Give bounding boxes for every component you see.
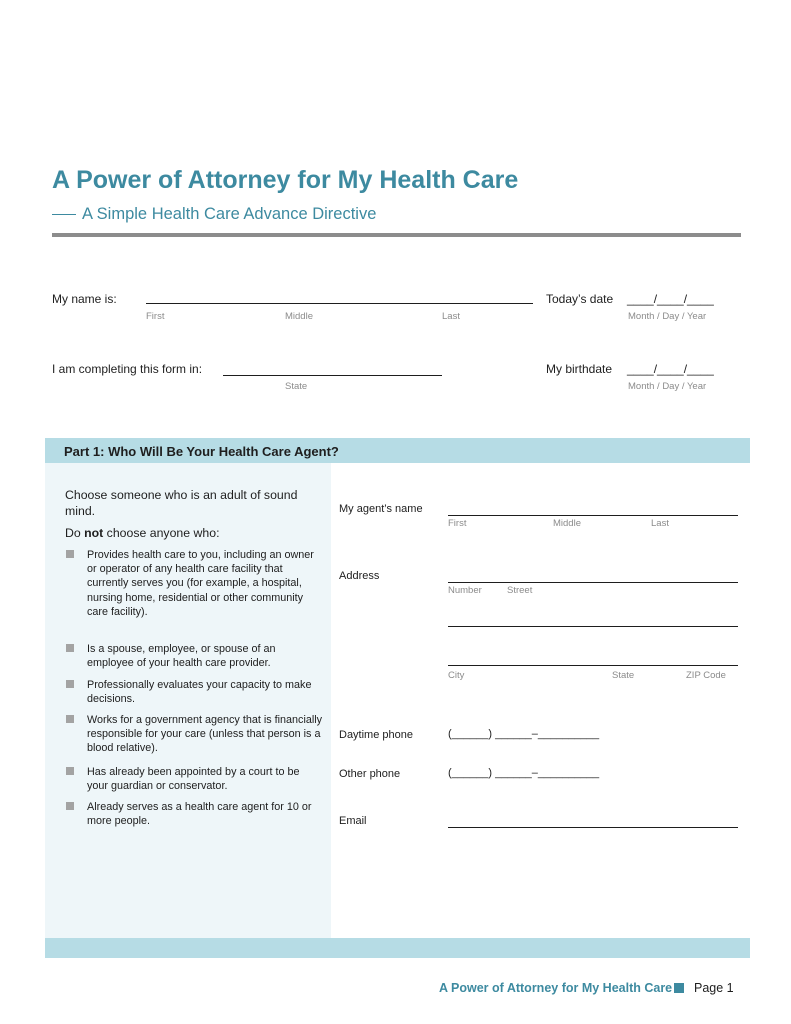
zip-caption: ZIP Code — [686, 670, 726, 681]
address-number-caption: Number — [448, 585, 482, 596]
bullet-square-icon — [66, 550, 74, 558]
page-number: Page 1 — [694, 981, 734, 995]
address-city-state-zip-field[interactable] — [448, 665, 738, 666]
guidance-list-item: Provides health care to you, including an owner or operator of any health care facility that currently serves you (for example, a hospital, nursing home, residential or other community care facility). — [87, 549, 314, 618]
birthdate-label: My birthdate — [546, 362, 613, 376]
birthdate-caption: Month / Day / Year — [628, 381, 707, 392]
guidance-list-item: Is a spouse, employee, or spouse of an employee of your health care provider. — [87, 643, 276, 670]
email-label: Email — [339, 815, 367, 827]
agent-last-caption: Last — [651, 518, 669, 529]
address-line-2-field[interactable] — [448, 626, 738, 627]
city-caption: City — [448, 670, 465, 681]
part1-footer-band — [45, 938, 750, 958]
name-last-caption: Last — [442, 311, 460, 322]
address-state-caption: State — [612, 670, 635, 681]
part1-title: Part 1: Who Will Be Your Health Care Agent? — [64, 444, 339, 459]
subtitle-text: A Simple Health Care Advance Directive — [82, 205, 377, 223]
footer-doc-title: A Power of Attorney for My Health Care — [439, 981, 673, 995]
name-first-caption: First — [146, 311, 165, 322]
address-label: Address — [339, 570, 380, 582]
donot-suffix: choose anyone who: — [103, 526, 220, 540]
name-middle-caption: Middle — [285, 311, 313, 322]
email-field[interactable] — [448, 827, 738, 828]
bullet-square-icon — [66, 715, 74, 723]
bullet-square-icon — [66, 644, 74, 652]
agent-name-field[interactable] — [448, 515, 738, 516]
address-street-caption: Street — [507, 585, 533, 596]
bullet-square-icon — [66, 680, 74, 688]
name-field[interactable] — [146, 303, 533, 304]
address-line-1-field[interactable] — [448, 582, 738, 583]
page-title: A Power of Attorney for My Health Care — [52, 166, 519, 194]
donot-emphasis: not — [84, 526, 104, 540]
guidance-list-item: Professionally evaluates your capacity to make decisions. — [87, 679, 312, 706]
daytime-phone-label: Daytime phone — [339, 729, 413, 741]
guidance-list-item: Works for a government agency that is financially responsible for your care (unless that person is a blood relative). — [87, 714, 323, 755]
state-label: I am completing this form in: — [52, 362, 203, 376]
name-label: My name is: — [52, 292, 117, 306]
donot-prefix: Do — [65, 526, 85, 540]
today-date-caption: Month / Day / Year — [628, 311, 707, 322]
birthdate-field[interactable]: ____/____/____ — [627, 362, 714, 376]
other-phone-field[interactable]: (______) ______–__________ — [448, 767, 600, 779]
agent-name-label: My agent’s name — [339, 503, 423, 515]
guidance-donot — [65, 526, 220, 540]
subtitle-dash — [52, 214, 76, 215]
header-divider — [52, 233, 741, 237]
page-subtitle — [52, 205, 376, 224]
guidance-list-item: Has already been appointed by a court to be your guardian or conservator. — [87, 766, 300, 793]
today-date-label: Today’s date — [546, 292, 614, 306]
footer-square-icon — [674, 983, 684, 993]
bullet-square-icon — [66, 802, 74, 810]
guidance-intro: Choose someone who is an adult of sound mind. — [65, 488, 298, 518]
other-phone-label: Other phone — [339, 768, 401, 780]
state-field[interactable] — [223, 375, 442, 376]
agent-middle-caption: Middle — [553, 518, 581, 529]
bullet-square-icon — [66, 767, 74, 775]
agent-first-caption: First — [448, 518, 467, 529]
guidance-list-item: Already serves as a health care agent for 10 or more people. — [87, 801, 312, 828]
state-caption: State — [285, 381, 308, 392]
daytime-phone-field[interactable]: (______) ______–__________ — [448, 728, 600, 740]
today-date-field[interactable]: ____/____/____ — [627, 292, 714, 306]
